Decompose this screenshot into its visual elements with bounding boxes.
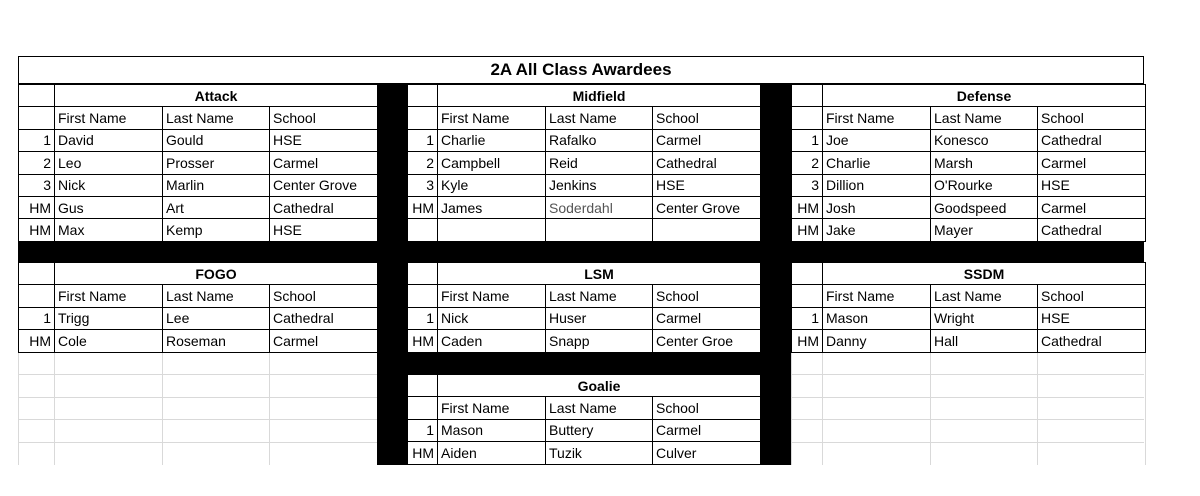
school-cell[interactable]: Cathedral (1038, 219, 1146, 241)
section-corner-cell[interactable] (792, 263, 823, 285)
table-row (19, 129, 378, 151)
school-cell[interactable]: Center Groe (653, 330, 761, 352)
column-header-school[interactable]: School (1038, 285, 1146, 307)
first-name-cell[interactable]: Nick (438, 307, 546, 329)
spreadsheet (18, 56, 1144, 465)
rank-cell[interactable]: HM (19, 219, 55, 241)
table-row (408, 330, 761, 352)
lsm-table (407, 262, 761, 353)
first-name-cell[interactable]: Mason (438, 419, 546, 441)
first-name-cell[interactable]: Joe (823, 129, 931, 151)
first-name-cell[interactable]: Campbell (438, 152, 546, 174)
column-header-school[interactable]: School (653, 107, 761, 129)
last-name-cell[interactable]: O'Rourke (931, 174, 1038, 196)
school-cell[interactable]: Carmel (653, 307, 761, 329)
last-name-cell[interactable]: Reid (546, 152, 653, 174)
table-row (408, 442, 761, 464)
column-header-school[interactable]: School (1038, 107, 1146, 129)
last-name-cell[interactable]: Hall (931, 330, 1038, 352)
attack-table (18, 84, 378, 242)
school-cell[interactable] (653, 219, 761, 241)
last-name-cell[interactable]: Marsh (931, 152, 1038, 174)
vertical-divider-right (759, 84, 791, 465)
table-row (19, 307, 378, 329)
table-row (408, 174, 761, 196)
rank-cell[interactable]: 2 (19, 152, 55, 174)
gridline-v (54, 352, 55, 465)
first-name-cell[interactable]: Josh (823, 196, 931, 218)
gridline-h (791, 419, 1144, 420)
defense-table (791, 84, 1146, 242)
column-header-first[interactable]: First Name (55, 107, 163, 129)
first-name-cell[interactable]: Charlie (823, 152, 931, 174)
last-name-cell[interactable]: Tuzik (546, 442, 653, 464)
first-name-cell[interactable]: Aiden (438, 442, 546, 464)
table-row (19, 196, 378, 218)
school-cell[interactable]: Center Grove (270, 174, 378, 196)
column-corner-cell[interactable] (408, 107, 438, 129)
rank-cell[interactable]: HM (408, 330, 438, 352)
rank-cell[interactable]: HM (19, 196, 55, 218)
column-corner-cell[interactable] (792, 285, 823, 307)
last-name-cell[interactable]: Kemp (163, 219, 270, 241)
school-cell[interactable]: HSE (270, 129, 378, 151)
first-name-cell[interactable]: Leo (55, 152, 163, 174)
rank-cell[interactable]: 1 (792, 129, 823, 151)
column-header-last[interactable]: Last Name (546, 397, 653, 419)
table-row (19, 219, 378, 241)
column-header-first[interactable]: First Name (438, 107, 546, 129)
rank-cell[interactable]: HM (408, 442, 438, 464)
section-corner-cell[interactable] (408, 263, 438, 285)
school-cell[interactable]: HSE (653, 174, 761, 196)
first-name-cell[interactable]: Caden (438, 330, 546, 352)
section-corner-cell[interactable] (19, 263, 55, 285)
section-corner-cell[interactable] (408, 85, 438, 107)
table-row (19, 152, 378, 174)
ssdm-header[interactable]: SSDM (823, 263, 1146, 285)
first-name-cell[interactable]: David (55, 129, 163, 151)
last-name-cell[interactable]: Wright (931, 307, 1038, 329)
table-row (792, 307, 1146, 329)
last-name-cell[interactable]: Huser (546, 307, 653, 329)
first-name-cell[interactable]: James (438, 196, 546, 218)
column-header-first[interactable]: First Name (823, 285, 931, 307)
school-cell[interactable]: Carmel (653, 419, 761, 441)
school-cell[interactable]: Carmel (653, 129, 761, 151)
last-name-cell[interactable]: Lee (163, 307, 270, 329)
table-row (792, 129, 1146, 151)
gridline-h (791, 374, 1144, 375)
table-row (408, 419, 761, 441)
first-name-cell[interactable]: Trigg (55, 307, 163, 329)
school-cell[interactable]: Cathedral (653, 152, 761, 174)
rank-cell[interactable]: 3 (408, 174, 438, 196)
table-row (792, 174, 1146, 196)
rank-cell[interactable]: 1 (408, 419, 438, 441)
last-name-cell[interactable]: Rafalko (546, 129, 653, 151)
gridline-v (1037, 352, 1038, 465)
last-name-cell[interactable]: Mayer (931, 219, 1038, 241)
first-name-cell[interactable]: Jake (823, 219, 931, 241)
last-name-cell[interactable]: Art (163, 196, 270, 218)
gridline-h (18, 374, 377, 375)
horizontal-divider-goalie (377, 352, 791, 374)
gridline-v (162, 352, 163, 465)
gridline-h (18, 397, 377, 398)
first-name-cell[interactable]: Cole (55, 330, 163, 352)
last-name-cell[interactable]: Marlin (163, 174, 270, 196)
school-cell[interactable]: Cathedral (1038, 330, 1146, 352)
table-row (408, 307, 761, 329)
lsm-header[interactable]: LSM (438, 263, 761, 285)
school-cell[interactable]: Carmel (1038, 152, 1146, 174)
section-corner-cell[interactable] (408, 375, 438, 397)
school-cell[interactable]: Carmel (270, 330, 378, 352)
first-name-cell[interactable]: Max (55, 219, 163, 241)
midfield-table (407, 84, 761, 242)
school-cell[interactable]: Cathedral (270, 307, 378, 329)
goalie-table (407, 374, 761, 465)
gridline-v (930, 352, 931, 465)
table-row (408, 219, 761, 241)
rank-cell[interactable]: HM (792, 196, 823, 218)
first-name-cell[interactable]: Nick (55, 174, 163, 196)
section-corner-cell[interactable] (792, 85, 823, 107)
first-name-cell[interactable] (438, 219, 546, 241)
gridline-h (18, 419, 377, 420)
vertical-divider-left (377, 84, 407, 465)
rank-cell[interactable]: HM (408, 196, 438, 218)
school-cell[interactable]: HSE (1038, 174, 1146, 196)
fogo-header[interactable]: FOGO (55, 263, 378, 285)
column-header-school[interactable]: School (270, 285, 378, 307)
last-name-cell[interactable]: Konesco (931, 129, 1038, 151)
rank-cell[interactable]: HM (19, 330, 55, 352)
ssdm-table (791, 262, 1146, 353)
rank-cell[interactable] (408, 219, 438, 241)
column-header-last[interactable]: Last Name (931, 285, 1038, 307)
last-name-cell[interactable]: Snapp (546, 330, 653, 352)
page-title: 2A All Class Awardees (18, 56, 1144, 84)
rank-cell[interactable]: 1 (19, 307, 55, 329)
school-cell[interactable]: Culver (653, 442, 761, 464)
table-row (792, 196, 1146, 218)
gridline-v (791, 352, 792, 465)
table-row (19, 174, 378, 196)
table-row (792, 152, 1146, 174)
school-cell[interactable]: Carmel (270, 152, 378, 174)
last-name-cell[interactable]: Buttery (546, 419, 653, 441)
midfield-header[interactable]: Midfield (438, 85, 761, 107)
column-header-last[interactable]: Last Name (163, 107, 270, 129)
rank-cell[interactable]: 1 (792, 307, 823, 329)
table-row (19, 330, 378, 352)
gridline-v (18, 352, 19, 465)
first-name-cell[interactable]: Mason (823, 307, 931, 329)
table-row (408, 196, 761, 218)
last-name-cell[interactable]: Gould (163, 129, 270, 151)
last-name-cell[interactable]: Roseman (163, 330, 270, 352)
column-header-last[interactable]: Last Name (546, 107, 653, 129)
school-cell[interactable]: HSE (1038, 307, 1146, 329)
column-corner-cell[interactable] (408, 285, 438, 307)
last-name-cell[interactable]: Soderdahl (546, 196, 653, 218)
defense-header[interactable]: Defense (823, 85, 1146, 107)
table-row (408, 129, 761, 151)
column-header-last[interactable]: Last Name (931, 107, 1038, 129)
rank-cell[interactable]: 3 (19, 174, 55, 196)
horizontal-divider-top (18, 240, 1144, 262)
rank-cell[interactable]: 2 (792, 152, 823, 174)
rank-cell[interactable]: 1 (408, 129, 438, 151)
column-header-school[interactable]: School (653, 397, 761, 419)
column-header-school[interactable]: School (653, 285, 761, 307)
school-cell[interactable]: Cathedral (270, 196, 378, 218)
column-header-last[interactable]: Last Name (546, 285, 653, 307)
school-cell[interactable]: Cathedral (1038, 129, 1146, 151)
gridline-v (822, 352, 823, 465)
attack-header[interactable]: Attack (55, 85, 378, 107)
column-corner-cell[interactable] (408, 397, 438, 419)
first-name-cell[interactable]: Dillion (823, 174, 931, 196)
table-row (792, 219, 1146, 241)
rank-cell[interactable]: 1 (19, 129, 55, 151)
rank-cell[interactable]: HM (792, 219, 823, 241)
section-corner-cell[interactable] (19, 85, 55, 107)
gridline-h (791, 397, 1144, 398)
rank-cell[interactable]: 3 (792, 174, 823, 196)
table-row (792, 330, 1146, 352)
first-name-cell[interactable]: Gus (55, 196, 163, 218)
last-name-cell[interactable]: Prosser (163, 152, 270, 174)
school-cell[interactable]: Center Grove (653, 196, 761, 218)
goalie-header[interactable]: Goalie (438, 375, 761, 397)
gridline-h (791, 442, 1144, 443)
table-row (408, 152, 761, 174)
gridline-v (1145, 352, 1146, 465)
column-header-school[interactable]: School (270, 107, 378, 129)
column-header-last[interactable]: Last Name (163, 285, 270, 307)
column-corner-cell[interactable] (19, 285, 55, 307)
column-header-first[interactable]: First Name (55, 285, 163, 307)
column-header-first[interactable]: First Name (823, 107, 931, 129)
gridline-h (18, 442, 377, 443)
fogo-table (18, 262, 378, 353)
column-corner-cell[interactable] (19, 107, 55, 129)
rank-cell[interactable]: HM (792, 330, 823, 352)
rank-cell[interactable]: 1 (408, 307, 438, 329)
first-name-cell[interactable]: Charlie (438, 129, 546, 151)
last-name-cell[interactable] (546, 219, 653, 241)
last-name-cell[interactable]: Goodspeed (931, 196, 1038, 218)
column-header-first[interactable]: First Name (438, 397, 546, 419)
column-corner-cell[interactable] (792, 107, 823, 129)
gridline-v (269, 352, 270, 465)
first-name-cell[interactable]: Danny (823, 330, 931, 352)
school-cell[interactable]: Carmel (1038, 196, 1146, 218)
school-cell[interactable]: HSE (270, 219, 378, 241)
column-header-first[interactable]: First Name (438, 285, 546, 307)
rank-cell[interactable]: 2 (408, 152, 438, 174)
first-name-cell[interactable]: Kyle (438, 174, 546, 196)
last-name-cell[interactable]: Jenkins (546, 174, 653, 196)
